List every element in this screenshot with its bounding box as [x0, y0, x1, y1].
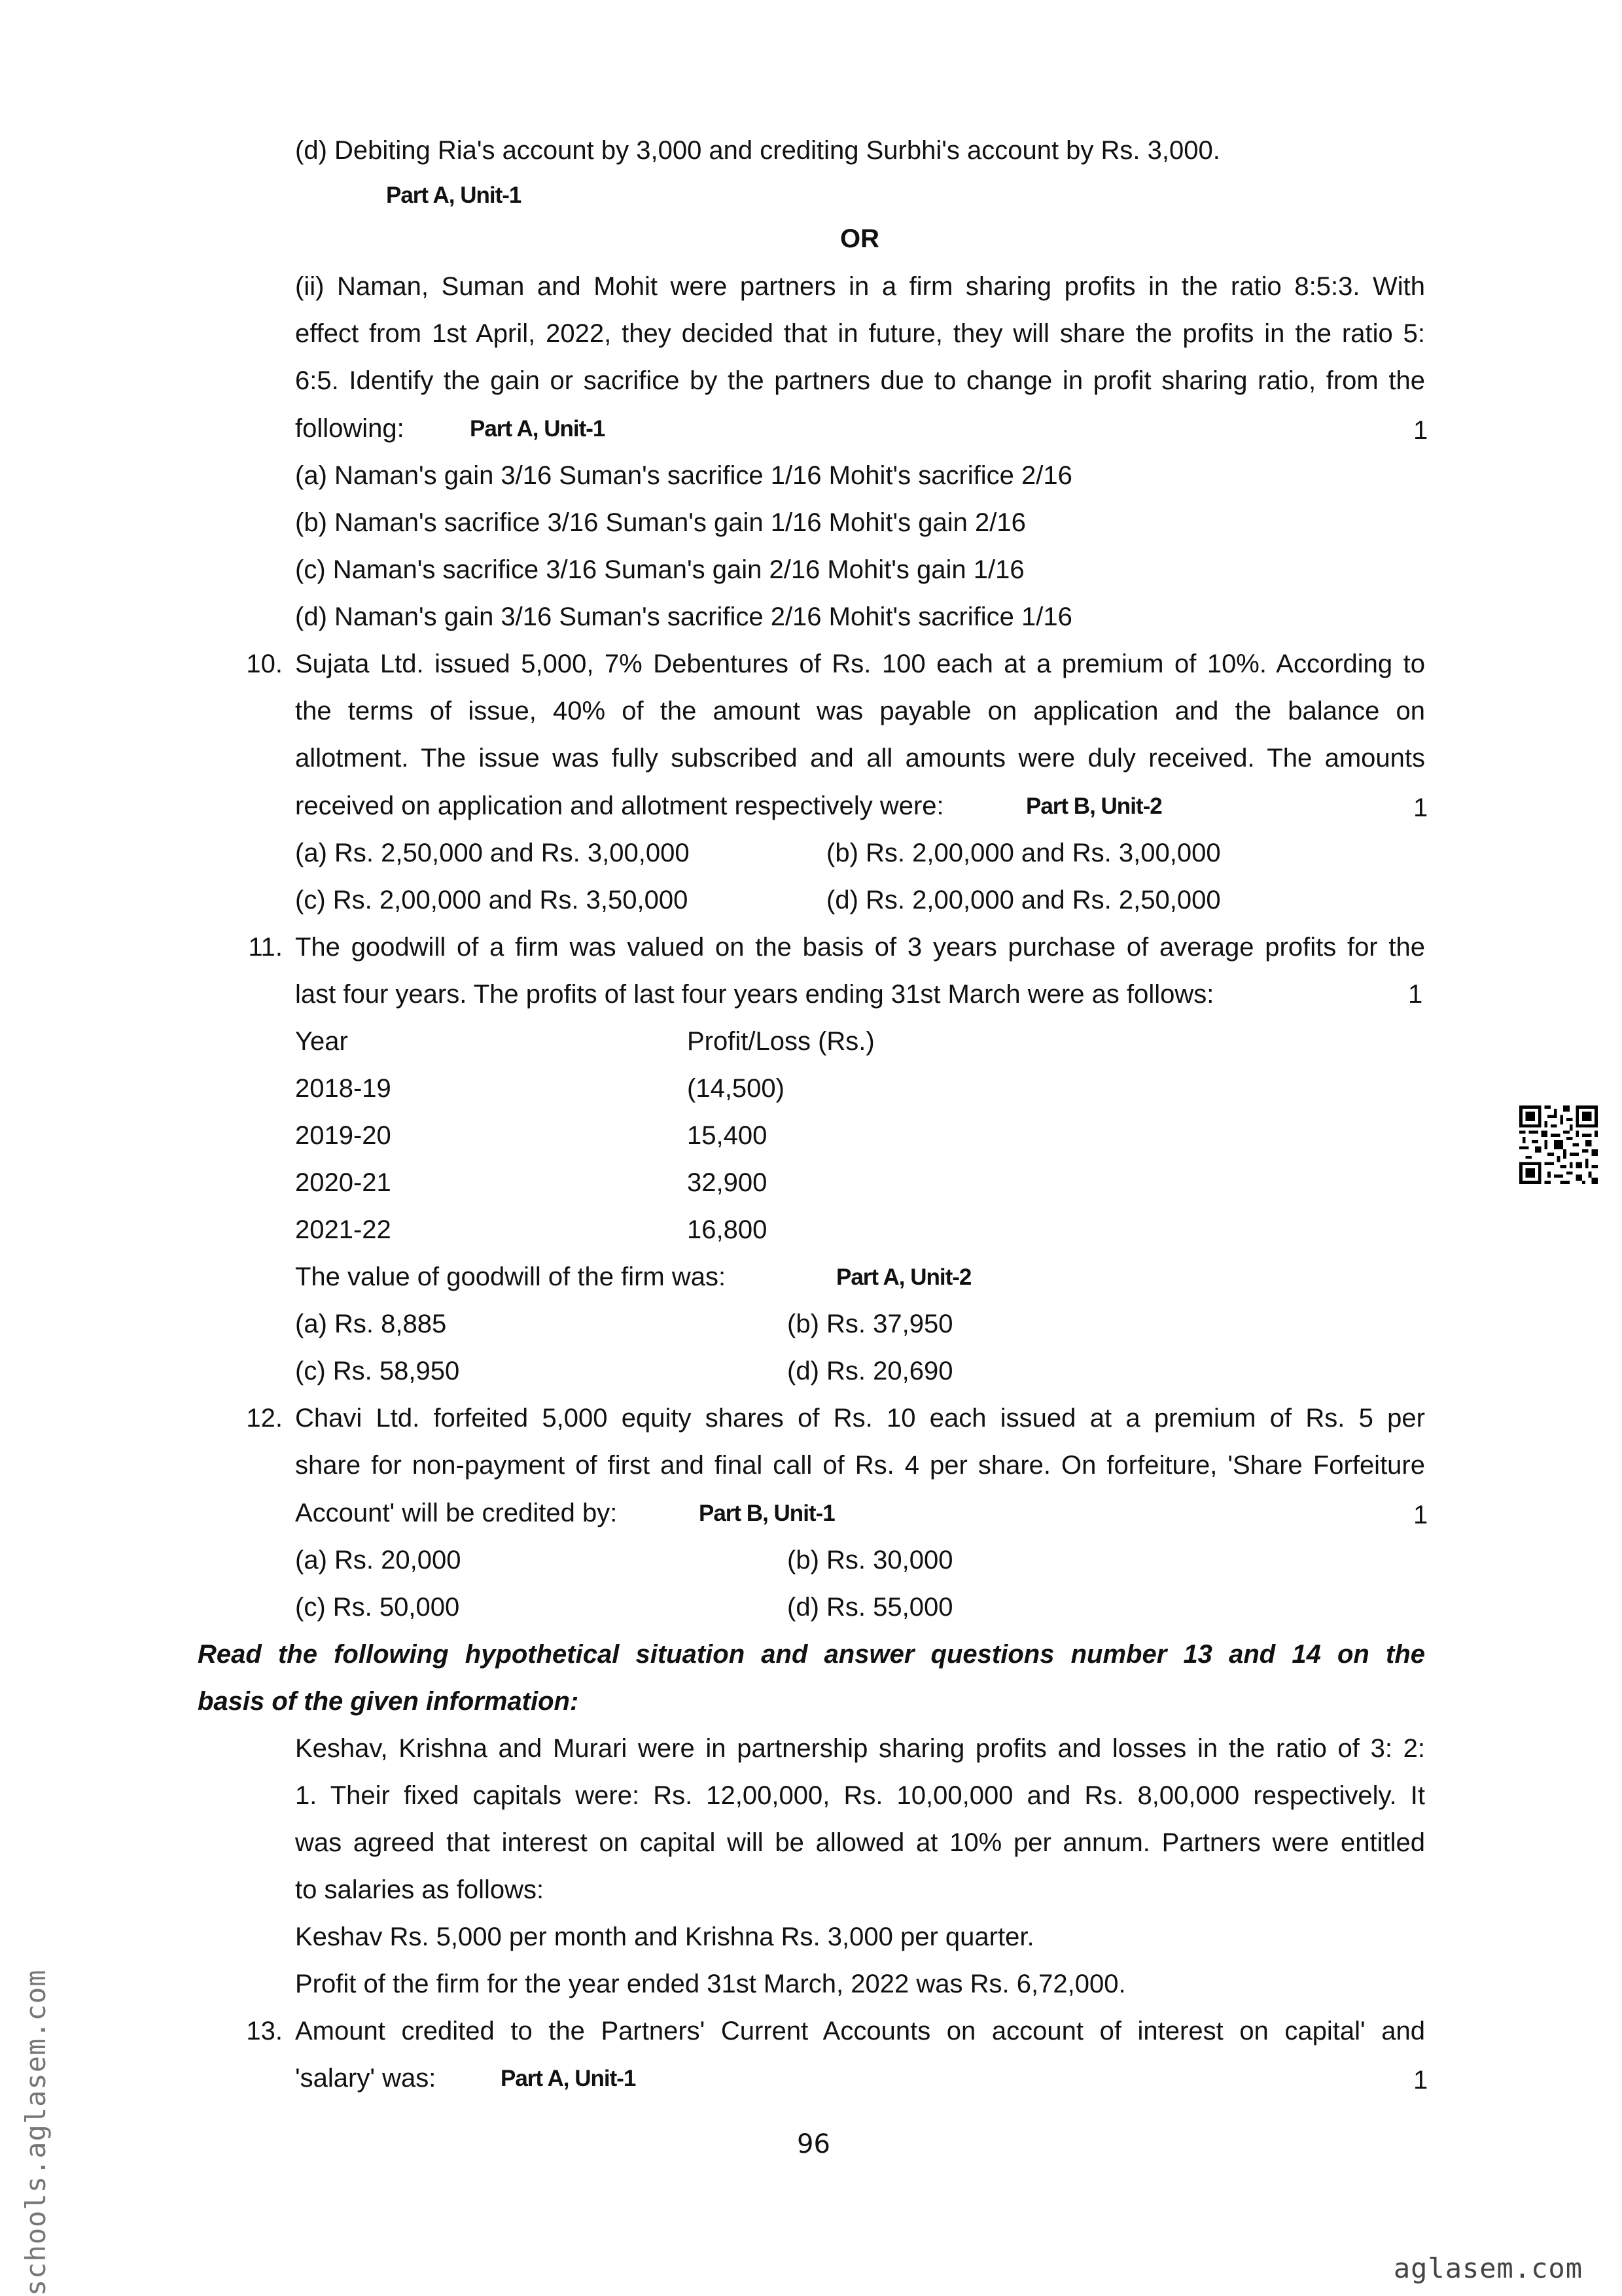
situation-para-line-2: 1. Their fixed capitals were: Rs. 12,00,000, Rs. 10,00,000 and Rs. 8,00,000 respectively. It: [295, 1781, 1425, 1810]
q13-unit-tag: Part A, Unit-1: [501, 2066, 636, 2091]
profit-table-year: 2019-20: [295, 1121, 391, 1150]
q13-number: 13.: [246, 2017, 283, 2045]
profit-table-year: 2021-22: [295, 1215, 391, 1244]
situation-para-line-1: Keshav, Krishna and Murari were in partnership sharing profits and losses in the ratio of 3: 2:: [295, 1734, 1425, 1763]
q10-line-2: the terms of issue, 40% of the amount was payable on application and the balance on: [295, 697, 1425, 725]
situation-instruction-line-2: basis of the given information:: [198, 1687, 579, 1716]
q11-option-a: (a) Rs. 8,885: [295, 1310, 447, 1338]
q10-option-a: (a) Rs. 2,50,000 and Rs. 3,00,000: [295, 839, 690, 867]
q9-alt-option-d: (d) Naman's gain 3/16 Suman's sacrifice 2/16 Mohit's sacrifice 1/16: [295, 602, 1072, 631]
q12-option-c: (c) Rs. 50,000: [295, 1593, 460, 1622]
q12-option-a: (a) Rs. 20,000: [295, 1546, 461, 1574]
q9-alt-option-b: (b) Naman's sacrifice 3/16 Suman's gain 1/16 Mohit's gain 2/16: [295, 508, 1026, 537]
q9-unit-tag: Part A, Unit-1: [386, 183, 521, 208]
q13-marks: 1: [1413, 2066, 1428, 2095]
q13-line-2: 'salary' was:: [295, 2064, 436, 2093]
profit-table-amount: 32,900: [687, 1168, 767, 1197]
q10-marks: 1: [1413, 793, 1428, 822]
q12-line-2: share for non-payment of first and final call of Rs. 4 per share. On forfeiture, 'Share Forfeiture: [295, 1451, 1425, 1480]
q10-line-3: allotment. The issue was fully subscribed and all amounts were duly received. The amounts: [295, 744, 1425, 773]
q9-alt-unit-tag: Part A, Unit-1: [470, 416, 605, 442]
q9-alt-option-c: (c) Naman's sacrifice 3/16 Suman's gain 2/16 Mohit's gain 1/16: [295, 555, 1025, 584]
profit-table-header-year: Year: [295, 1027, 348, 1056]
q9-alt-line-2: effect from 1st April, 2022, they decided that in future, they will share the profits in the ratio 5:: [295, 319, 1425, 348]
q10-option-b: (b) Rs. 2,00,000 and Rs. 3,00,000: [826, 839, 1221, 867]
situation-para-line-6: Profit of the firm for the year ended 31st March, 2022 was Rs. 6,72,000.: [295, 1970, 1126, 1998]
footer-watermark: aglasem.com: [1393, 2252, 1583, 2284]
page-number: 96: [797, 2129, 830, 2159]
q12-unit-tag: Part B, Unit-1: [699, 1501, 835, 1526]
q10-option-c: (c) Rs. 2,00,000 and Rs. 3,50,000: [295, 886, 688, 914]
q10-option-d: (d) Rs. 2,00,000 and Rs. 2,50,000: [826, 886, 1221, 914]
profit-table-year: 2018-19: [295, 1074, 391, 1103]
q10-line-4: received on application and allotment respectively were:: [295, 791, 944, 820]
profit-table-amount: (14,500): [687, 1074, 785, 1103]
q13-line-1: Amount credited to the Partners' Current Accounts on account of interest on capital' and: [295, 2017, 1425, 2045]
q12-number: 12.: [246, 1404, 283, 1433]
situation-instruction-line-1: Read the following hypothetical situation and answer questions number 13 and 14 on the: [198, 1640, 1425, 1669]
situation-para-line-3: was agreed that interest on capital will be allowed at 10% per annum. Partners were entitled: [295, 1828, 1425, 1857]
q11-stem-end: The value of goodwill of the firm was:: [295, 1262, 726, 1291]
q12-option-d: (d) Rs. 55,000: [787, 1593, 953, 1622]
situation-para-line-4: to salaries as follows:: [295, 1875, 544, 1904]
q11-line-2: last four years. The profits of last four years ending 31st March were as follows:: [295, 980, 1214, 1009]
profit-table-year: 2020-21: [295, 1168, 391, 1197]
q11-unit-tag: Part A, Unit-2: [836, 1264, 972, 1290]
q11-option-b: (b) Rs. 37,950: [787, 1310, 953, 1338]
profit-table-header-amount: Profit/Loss (Rs.): [687, 1027, 875, 1056]
q10-line-1: Sujata Ltd. issued 5,000, 7% Debentures of Rs. 100 each at a premium of 10%. According to: [295, 650, 1425, 678]
q9-alt-line-1: (ii) Naman, Suman and Mohit were partners in a firm sharing profits in the ratio 8:5:3. With: [295, 272, 1425, 301]
q9-alt-option-a: (a) Naman's gain 3/16 Suman's sacrifice 1/16 Mohit's sacrifice 2/16: [295, 461, 1072, 490]
or-divider: OR: [840, 224, 879, 253]
q9-alt-line-3: 6:5. Identify the gain or sacrifice by the partners due to change in profit sharing ratio, from the: [295, 366, 1425, 395]
side-watermark: schools.aglasem.com: [20, 1969, 52, 2296]
q10-number: 10.: [246, 650, 283, 678]
q12-line-1: Chavi Ltd. forfeited 5,000 equity shares of Rs. 10 each issued at a premium of Rs. 5 per: [295, 1404, 1425, 1433]
situation-para-line-5: Keshav Rs. 5,000 per month and Krishna Rs. 3,000 per quarter.: [295, 1922, 1034, 1951]
q9-alt-line-4: following:: [295, 414, 404, 443]
q12-option-b: (b) Rs. 30,000: [787, 1546, 953, 1574]
q11-option-c: (c) Rs. 58,950: [295, 1357, 460, 1385]
q11-number: 11.: [248, 933, 283, 962]
q9-option-d: (d) Debiting Ria's account by 3,000 and crediting Surbhi's account by Rs. 3,000.: [295, 136, 1220, 165]
qr-code-icon: [1519, 1105, 1598, 1184]
q11-option-d: (d) Rs. 20,690: [787, 1357, 953, 1385]
q10-unit-tag: Part B, Unit-2: [1026, 793, 1162, 819]
q12-marks: 1: [1413, 1501, 1428, 1529]
q12-line-3: Account' will be credited by:: [295, 1499, 618, 1527]
q11-line-1: The goodwill of a firm was valued on the basis of 3 years purchase of average profits for the: [295, 933, 1425, 962]
q11-marks: 1: [1408, 980, 1423, 1009]
q9-alt-marks: 1: [1413, 416, 1428, 445]
profit-table-amount: 16,800: [687, 1215, 767, 1244]
profit-table-amount: 15,400: [687, 1121, 767, 1150]
